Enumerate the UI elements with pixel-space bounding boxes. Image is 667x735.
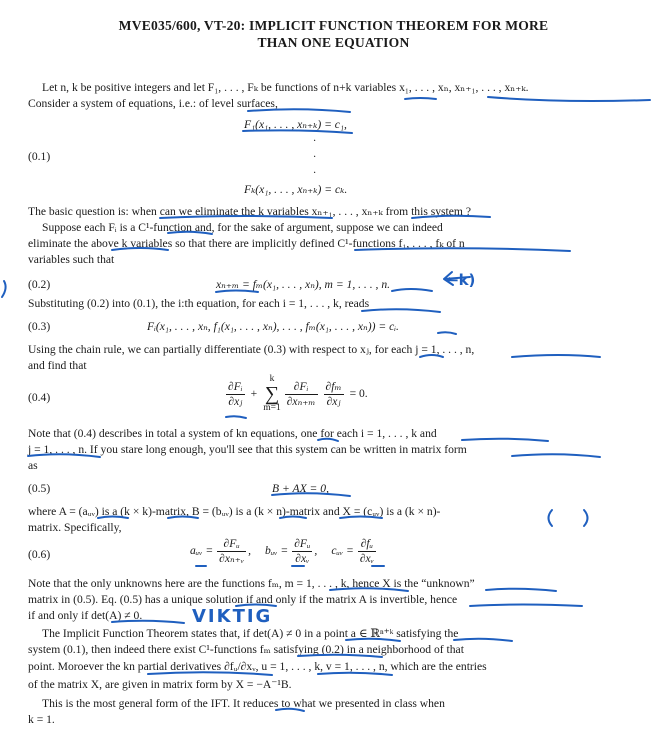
- ink-underline-unknown: [486, 589, 556, 591]
- para5-line2: j = 1, . . . , n. If you stare long enough, you'll see that this system can be written in matrix form: [28, 443, 467, 456]
- eq04-sum-top: k: [269, 374, 275, 384]
- eq04-d3-den: ∂xⱼ: [326, 394, 341, 408]
- para2-line1: The basic question is: when can we eliminate the k variables xₙ₊₁, . . . , xₙ₊ₖ from this system ?: [28, 205, 471, 218]
- eq04-frac-3: [324, 380, 344, 409]
- ink-underline-dxj: [226, 416, 246, 418]
- ink-underline-matrix: [512, 454, 600, 457]
- eq04-number: (0.4): [28, 391, 51, 404]
- eq04-d1-den: ∂xⱼ: [228, 394, 243, 408]
- para6-line2: matrix. Specifically,: [28, 521, 122, 534]
- ink-underline-a-point: [454, 639, 512, 641]
- eq04-d2-den: ∂xₙ₊ₘ: [286, 394, 316, 408]
- eq06-b-den: ∂xᵥ: [295, 551, 310, 565]
- para6-line1: where A = (aᵤᵥ) is a (k × k)-matrix, B = (bᵤᵥ) is a (k × n)-matrix and X = (cᵤᵥ) is a (k × n)-: [28, 505, 441, 518]
- para9-line1: This is the most general form of the IFT. It reduces to what we presented in class when: [42, 697, 445, 710]
- eq06-c-den: ∂xᵥ: [359, 551, 374, 565]
- para2-line3: eliminate the above k variables so that there are implicitly defined C¹-functions f₁, . . . , fₖ of n: [28, 237, 465, 250]
- eq01-dot-2: ·: [313, 150, 316, 163]
- eq01-number: (0.1): [28, 150, 51, 163]
- eq06-number: (0.6): [28, 548, 51, 561]
- eq06-a-num: ∂Fᵤ: [217, 537, 246, 552]
- eq01-dot-3: ·: [313, 166, 316, 179]
- ink-margin-mark: [2, 281, 6, 297]
- eq06-a-frac: [217, 537, 246, 566]
- eq06-a-den: ∂xₙ₊ᵥ: [219, 551, 245, 565]
- para4-line1: Using the chain rule, we can partially differentiate (0.3) with respect to xⱼ, for each j = 1, . . . , n,: [28, 343, 475, 356]
- eq05-number: (0.5): [28, 482, 51, 495]
- ink-underline-variables: [488, 97, 650, 101]
- ink-arrow-k: [444, 272, 470, 285]
- ink-paren-kn3: [549, 510, 588, 526]
- para2-line4: variables such that: [28, 253, 115, 266]
- para7-line2: matrix in (0.5). Eq. (0.5) has a unique solution if and only if the matrix A is invertible, hence: [28, 593, 458, 606]
- para8-line2: system (0.1), then indeed there exist C¹-functions fₘ satisfying (0.2) in a neighborhood of that: [28, 643, 464, 656]
- para7-line1: Note that the only unknowns here are the functions fₘ, m = 1, . . . , k, hence X is the “unknown”: [28, 577, 475, 590]
- eq04-sum-bottom: m=1: [263, 403, 281, 414]
- para7-line3: if and only if det(A) ≠ 0.: [28, 609, 143, 622]
- para8-line3: point. Moroever the kn partial derivatives ∂fᵤ/∂xᵥ, u = 1, . . . , k, v = 1, . . . , n, which are the entries: [28, 660, 487, 673]
- eq06-b-frac: [292, 537, 312, 566]
- para1-line2: Consider a system of equations, i.e.: of level surfaces,: [28, 97, 278, 110]
- eq04-frac-1: [226, 380, 245, 409]
- eq06-c-frac: [358, 537, 376, 566]
- eq06-body: aᵤᵥ = $\frac{\text{∂Fᵤ}}{\text{∂xₙ₊ᵥ}}$ , bᵤᵥ = $\frac{\text{∂Fᵤ}}{\text{∂xᵥ}}$ , cᵤᵥ = $\frac{\text{∂fᵤ}}{\text{∂xᵥ}}$: [190, 537, 374, 565]
- eq06-a-lhs: aᵤᵥ =: [190, 544, 214, 558]
- para2-line2: Suppose each Fᵢ is a C¹-function and, for the sake of argument, suppose we can indeed: [42, 221, 443, 234]
- para8-line1: The Implicit Function Theorem states that, if det(A) ≠ 0 in a point a ∈ ℝⁿ⁺ᵏ satisfying the: [42, 627, 459, 640]
- para5-line3: as: [28, 459, 38, 472]
- eq02-number: (0.2): [28, 278, 51, 291]
- eq04-sum-symbol: ∑: [264, 383, 280, 406]
- ink-underline-invertible: [470, 605, 582, 607]
- eq04-d1-num: ∂Fᵢ: [228, 379, 243, 393]
- eq01-top: F₁(x₁, . . . , xₙ₊ₖ) = c₁,: [244, 118, 347, 131]
- eq04-d2-num: ∂Fᵢ: [285, 380, 318, 395]
- eq03-body: Fᵢ(x₁, . . . , xₙ, f₁(x₁, . . . , xₙ), . . . , fₘ(x₁, . . . , xₙ)) = cᵢ.: [147, 320, 399, 333]
- para4-line2: and find that: [28, 359, 87, 372]
- ink-underline-i1k: [362, 309, 440, 312]
- eq04-tail: = 0.: [349, 387, 368, 401]
- eq06-b-num: ∂Fᵤ: [294, 537, 311, 550]
- ink-note-viktig: VIKTIG: [192, 606, 273, 627]
- eq05-body: B + AX = 0,: [272, 482, 329, 495]
- eq01-dot-1: ·: [313, 134, 316, 147]
- para8-line4: of the matrix X, are given in matrix form by X = −A⁻¹B.: [28, 678, 292, 691]
- eq01-bottom: Fₖ(x₁, . . . , xₙ₊ₖ) = cₖ.: [244, 183, 348, 196]
- eq03-number: (0.3): [28, 320, 51, 333]
- eq06-c-num: ∂fᵤ: [358, 537, 376, 552]
- eq06-c-lhs: cᵤᵥ =: [331, 544, 354, 558]
- para1-line1: Let n, k be positive integers and let F₁, . . . , Fₖ be functions of n+k variables x₁, . . . , xₙ, xₙ₊₁, . . . , xₙ₊ₖ.: [42, 81, 529, 94]
- ink-underline-nk: [405, 98, 436, 99]
- ink-underline-ci: [438, 332, 456, 334]
- para5-line1: Note that (0.4) describes in total a system of kn equations, one for each i = 1, . . . , k and: [28, 427, 437, 440]
- ink-underline-i1k-b: [462, 439, 548, 441]
- eq04-frac-2: [285, 380, 318, 409]
- ink-note-k: ←k): [446, 271, 476, 289]
- eq04-sum: [263, 374, 281, 415]
- para3-line1: Substituting (0.2) into (0.1), the i:th equation, for each i = 1, . . . , k, reads: [28, 297, 370, 310]
- eq06-b-lhs: bᵤᵥ =: [265, 544, 289, 558]
- ink-underline-j1n: [512, 355, 600, 357]
- eq04-body: [226, 374, 368, 415]
- eq04-d3-num: ∂fₘ: [325, 379, 342, 393]
- eq04-plus: +: [250, 387, 258, 401]
- eq02-body: xₙ₊ₘ = fₘ(x₁, . . . , xₙ), m = 1, . . . , n.: [216, 278, 391, 291]
- title-line-2: THAN ONE EQUATION: [257, 35, 410, 50]
- ink-underline-m1n: [392, 289, 432, 291]
- title-line-1: MVE035/600, VT-20: IMPLICIT FUNCTION THEOREM FOR MORE: [118, 18, 549, 33]
- para9-line2: k = 1.: [28, 713, 55, 726]
